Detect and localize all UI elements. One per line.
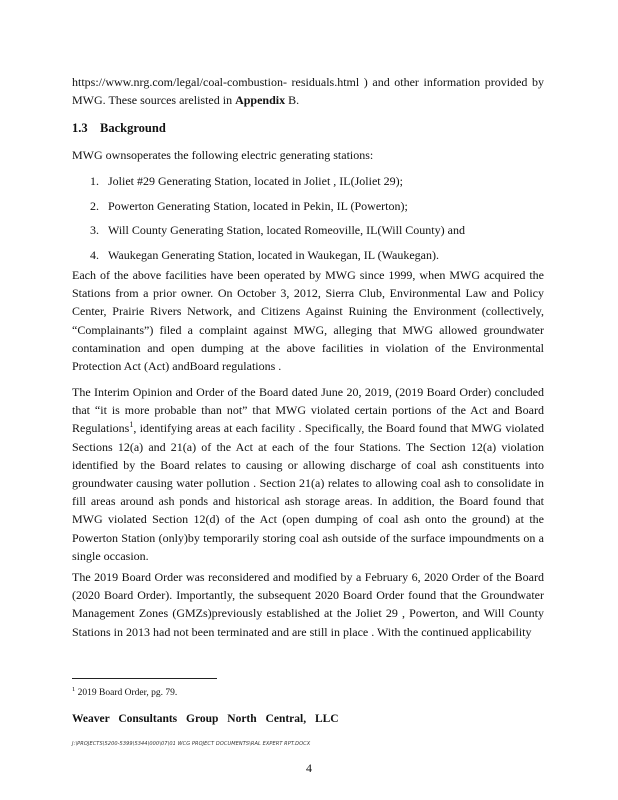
list-item: 4. Waukegan Generating Station, located in Waukegan, IL (Waukegan).	[90, 247, 439, 262]
footnote	[72, 685, 178, 698]
footnote-separator	[72, 678, 217, 679]
section-title: Background	[100, 121, 166, 135]
intro-paragraph	[72, 73, 544, 109]
paragraph-complaint: Each of the above facilities have been operated by MWG since 1999, when MWG acquired the Stations from a prior owner. On October 3, 2012, Sierra Club, Environmental Law and Policy Center, Prairie Rivers Network, and Citizens Against Ruining the Environment (collectively, “Complainants”) filed a complaint against MWG, alleging that MWG allowed groundwater contamination and open dumping at the above facilities in violation of the Environmental Protection Act (Act) andBoard regulations .	[72, 268, 544, 374]
paragraph-2020-order: The 2019 Board Order was reconsidered and modified by a February 6, 2020 Order of the Board (2020 Board Order). Importantly, the subsequent 2020 Board Order found that the Groundwater Management Zones (GMZs)previously established at the Joliet 29 , Powerton, and Will County Stations in 2013 had not been terminated and are still in place . With the continued applicability	[72, 570, 544, 639]
section-heading	[72, 121, 544, 136]
list-item: 1. Joliet #29 Generating Station, located in Joliet , IL(Joliet 29);	[90, 174, 403, 188]
list-item: 3. Will County Generating Station, located Romeoville, IL(Will County) and	[90, 223, 465, 237]
appendix-label: Appendix	[235, 93, 286, 108]
stations-list	[90, 172, 550, 270]
section-number: 1.3	[72, 121, 88, 135]
page-number: 4	[306, 761, 312, 775]
paragraph-2019-order: The Interim Opinion and Order of the Board dated June 20, 2019, (2019 Board Order) concluded that “it is more probable than not” that MWG violated certain portions of the Act and Board Regulations$^1$, identifying areas at each facility . Specifically, the Board found that MWG violated Sections 12(a) and 21(a) of the Act at each of the four Stations. The Section 12(a) violation identified by the Board relates to causing or allowing discharge of coal ash constituents into groundwater causing water pollution . Section 21(a) relates to allowing coal ash to consolidate in fill areas around ash ponds and historical ash storage areas. In addition, the Board found that MWG violated Section 12(d) of the Act (open dumping of coal ash onto the ground) at the Powerton Station (only)by temporarily storing coal ash outside of the surface impoundments on a single occasion.	[72, 385, 544, 563]
intro-tail: B.	[285, 93, 300, 108]
footnote-mark: 1	[72, 685, 76, 693]
stations-lead: MWG ownsoperates the following electric generating stations:	[72, 148, 374, 162]
intro-text: https://www.nrg.com/legal/coal-combustion- residuals.html ) and other information provided by MWG. These sources arelisted in	[72, 75, 544, 108]
footnote-reference: 1	[129, 420, 134, 430]
company-name: Weaver Consultants Group North Central, LLC	[72, 713, 339, 725]
footnote-text: 2019 Board Order, pg. 79.	[75, 688, 178, 698]
list-item: 2. Powerton Generating Station, located in Pekin, IL (Powerton);	[90, 198, 408, 213]
file-path: J:\PROJECTS\5200-5399\5344\000\07\01 WCG PROJECT DOCUMENTS\RAL EXPERT RPT.DOCX	[72, 741, 311, 747]
